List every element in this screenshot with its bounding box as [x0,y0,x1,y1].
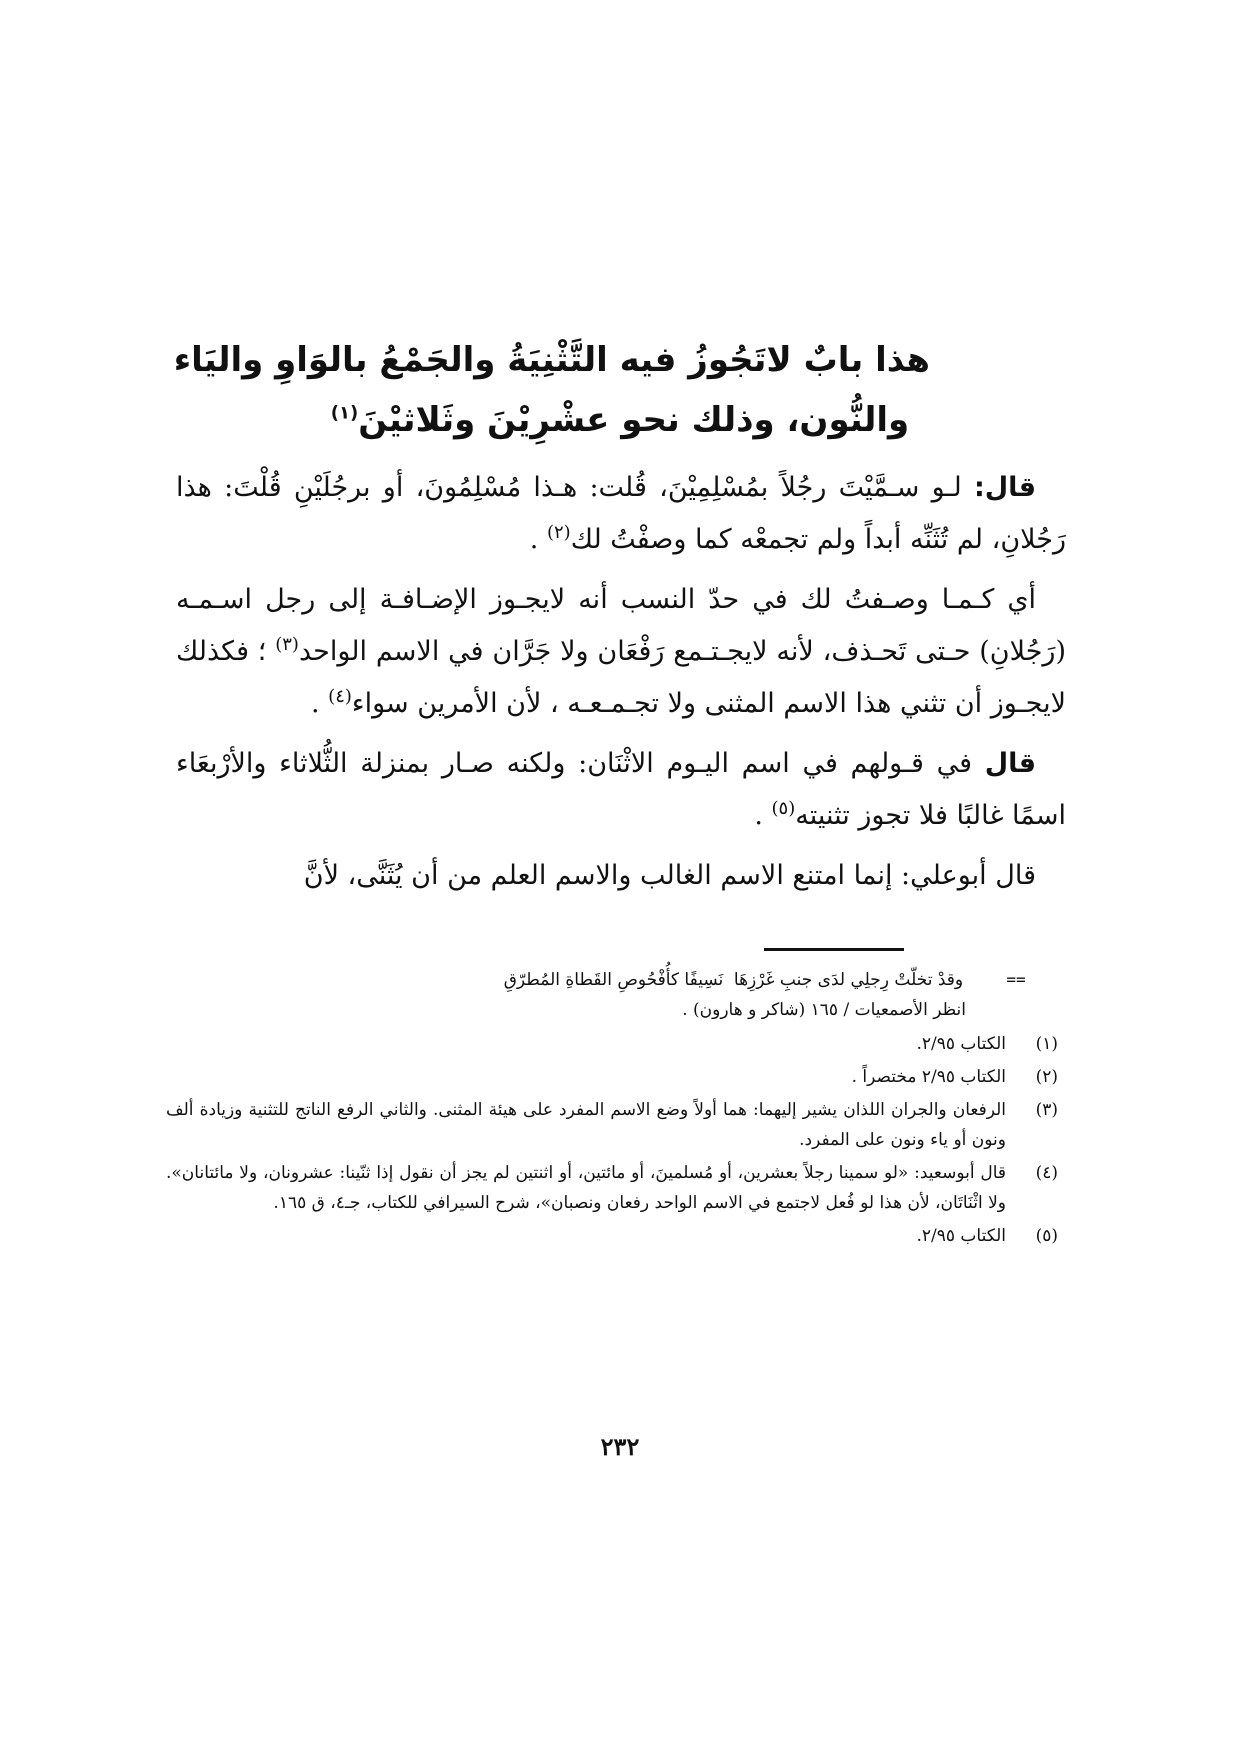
main-text [176,462,1066,910]
footnote-text: الكتاب ٢/٩٥ مختصراً . [851,1067,1006,1087]
paragraph-1-lead: قال: [973,472,1036,503]
paragraph-3-end: . [754,800,772,831]
chapter-title-line-2-text: والنُّون، وذلك نحو عشْرِيْنَ وثَلاثيْنَ [358,400,910,440]
footnote-item [166,1062,1066,1092]
footnote-number: (٢) [1035,1067,1058,1087]
chapter-title-line-1: هذا بابٌ لاتَجُوزُ فيه التَّثْنِيَةُ والجَمْعُ بالوَاوِ واليَاء [173,340,930,380]
verse-source: انظر الأصمعيات / ١٦٥ (شاكر و هارون) . [682,1000,966,1020]
footnote-ref-5: (٥) [771,798,796,819]
footnote-ref-1: (١) [330,402,359,424]
paragraph-1-end: . [529,524,547,555]
footnote-text: الكتاب ٢/٩٥. [916,1034,1006,1054]
footnote-number: (٣) [1035,1100,1058,1120]
footnote-number: (١) [1035,1034,1058,1054]
paragraph-2-text: أي كـمـا وصـفتُ لك في حدّ النسب أنه لايجـوز الإضـافـة إلى رجل اسـمـه (رَجُلانِ) حـتى تَحـذف، لأنه لايجـتـمع رَفْعَان ولا جَرَّان في الاسم الواحد [176,584,1066,667]
paragraph-2 [176,574,1066,730]
chapter-title-line-2 [310,390,930,450]
chapter-title [173,330,930,450]
continued-verse [166,965,1066,995]
verse-hemistich-2: نَسِيفًا كأُفْحُوصِ القَطاةِ المُطرّقِ [503,970,724,990]
footnote-ref-2: (٢) [546,522,571,543]
paragraph-3-lead: قال [984,748,1036,779]
footnote-separator [764,948,904,951]
paragraph-4: قال أبوعلي: إنما امتنع الاسم الغالب والاسم العلم من أن يُثَنَّى، لأنَّ [303,860,1036,891]
page-number: ٢٣٢ [600,1432,640,1461]
footnote-text: قال أبوسعيد: «لو سمينا رجلاً بعشرين، أو مُسلمينَ، أو مائتين، أو اثنتين لم يجز أن نقول إذا ثنّينا: عشرونان، ولا مائتانان». ولا اثْنَاتَان، لأن هذا لو فُعل لاجتمع في الاسم الواحد رفعان ونصبان»، شرح السيرافي للكتاب، جـ٤، ق ١٦٥. [166,1163,1006,1213]
footnote-ref-3: (٣) [275,634,299,655]
verse-hemistich-1: وقدْ تخلّتْ رِجلِي لدَى جنبِ غَرْزِهَا [733,970,964,990]
footnote-item [166,1221,1066,1251]
paragraph-1 [176,462,1066,566]
paragraph-2-text-continued: ؛ فكذلك لايجـوز أن تثني هذا الاسم المثنى ولا تجـمـعـه ، لأن الأمرين سواء [176,636,1066,719]
footnote-text: الرفعان والجران اللذان يشير إليهما: هما أولاً وضع الاسم المفرد على هيئة المثنى. والثاني الرفع الناتج للتثنية وزيادة ألف ونون أو ياء ونون على المفرد. [166,1100,1006,1150]
footnote-item [166,1095,1066,1155]
paragraph-1-text: لـو سـمَّيْتَ رجُلاً بمُسْلِمِيْنَ، قُلت: هـذا مُسْلِمُونَ، أو برجُلَيْنِ قُلْتَ: هذا رَجُلانِ، لم تُثَنِّه أبداً ولم تجمعْه كما وصفْتُ لك [176,472,1066,555]
footnote-ref-4: (٤) [328,686,352,707]
paragraph-2-end: . [311,688,329,719]
continuation-marker: == [1006,970,1026,989]
footnote-number: (٤) [1035,1163,1058,1183]
footnote-text: الكتاب ٢/٩٥. [916,1226,1006,1246]
footnotes [166,965,1066,1254]
footnote-item [166,1158,1066,1218]
footnote-number: (٥) [1035,1226,1058,1246]
footnote-item [166,1029,1066,1059]
paragraph-3 [176,738,1066,842]
paragraph-3-text: في قـولهم في اسم اليـوم الاثْنَان: ولكنه صـار بمنزلة الثُّلاثاء والأرْبعَاء اسمًا غالبًا فلا تجوز تثنيته [176,748,1066,831]
